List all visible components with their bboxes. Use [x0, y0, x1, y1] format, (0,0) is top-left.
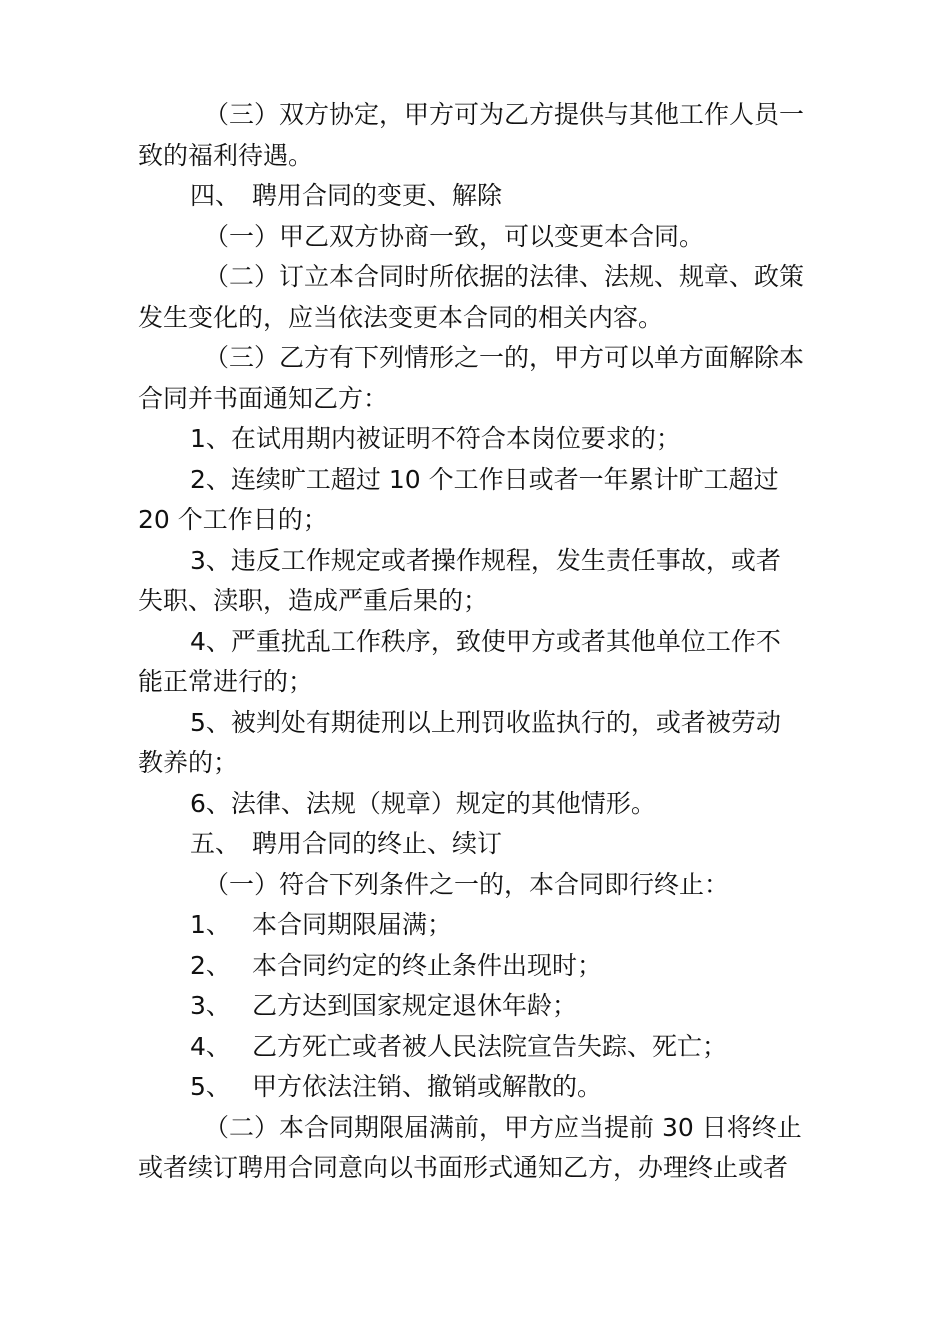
expiry-item-2	[138, 946, 828, 987]
text-line: 能正常进行的；	[138, 667, 314, 696]
item-text: 本合同期限届满；	[252, 910, 453, 939]
text-line: （三）双方协定，甲方可为乙方提供与其他工作人员一	[204, 100, 805, 129]
text-line: 失职、渎职，造成严重后果的；	[138, 586, 489, 615]
list-item-6	[138, 784, 828, 825]
text-line: 或者续订聘用合同意向以书面形式通知乙方，办理终止或者	[138, 1153, 789, 1182]
item-number: 2、	[190, 950, 231, 980]
paragraph-expiry-conditions	[138, 865, 828, 906]
paragraph-change-agree	[138, 217, 828, 258]
expiry-item-4	[138, 1027, 828, 1068]
expiry-item-5	[138, 1067, 828, 1108]
paragraph-welfare	[138, 95, 828, 176]
document-body	[138, 95, 828, 1189]
text-line: （二）本合同期限届满前，甲方应当提前 30 日将终止	[204, 1112, 802, 1142]
section-title: 聘用合同的变更、解除	[252, 181, 503, 210]
text-line: 致的福利待遇。	[138, 140, 314, 170]
expiry-item-1	[138, 905, 828, 946]
section-number: 四、	[190, 181, 241, 210]
text-line: 1、在试用期内被证明不符合本岗位要求的；	[190, 424, 681, 453]
paragraph-renewal-notice	[138, 1108, 828, 1189]
text-line: 5、被判处有期徒刑以上刑罚收监执行的，或者被劳动	[190, 707, 781, 737]
paragraph-change-law	[138, 257, 828, 338]
text-line: 6、法律、法规（规章）规定的其他情形。	[190, 788, 656, 818]
list-item-5	[138, 703, 828, 784]
paragraph-termination-conditions	[138, 338, 828, 419]
section-title: 聘用合同的终止、续订	[252, 829, 503, 858]
item-text: 乙方死亡或者被人民法院宣告失踪、死亡；	[252, 1031, 728, 1061]
text-line: （一）符合下列条件之一的，本合同即行终止：	[204, 869, 730, 899]
text-line: （一）甲乙双方协商一致，可以变更本合同。	[204, 221, 705, 251]
item-text: 乙方达到国家规定退休年龄；	[252, 991, 578, 1020]
text-line: 2、连续旷工超过 10 个工作日或者一年累计旷工超过	[190, 464, 779, 494]
expiry-item-3	[138, 986, 828, 1027]
item-number: 1、	[190, 910, 231, 939]
section-heading-4	[138, 176, 828, 217]
item-text: 本合同约定的终止条件出现时；	[252, 950, 603, 980]
section-heading-5	[138, 824, 828, 865]
list-item-4	[138, 622, 828, 703]
text-line: 教养的；	[138, 748, 239, 777]
text-line: 20 个工作日的；	[138, 505, 328, 534]
text-line: （三）乙方有下列情形之一的，甲方可以单方面解除本	[204, 343, 805, 372]
section-number: 五、	[190, 829, 241, 858]
text-line: 发生变化的，应当依法变更本合同的相关内容。	[138, 302, 664, 332]
item-number: 3、	[190, 991, 231, 1020]
item-number: 4、	[190, 1031, 231, 1061]
list-item-3	[138, 541, 828, 622]
text-line: （二）订立本合同时所依据的法律、法规、规章、政策	[204, 262, 805, 291]
list-item-2	[138, 460, 828, 541]
item-text: 甲方依法注销、撤销或解散的。	[252, 1072, 603, 1101]
list-item-1	[138, 419, 828, 460]
item-number: 5、	[190, 1072, 231, 1101]
text-line: 合同并书面通知乙方：	[138, 383, 389, 413]
text-line: 4、严重扰乱工作秩序，致使甲方或者其他单位工作不	[190, 626, 781, 656]
text-line: 3、违反工作规定或者操作规程，发生责任事故，或者	[190, 545, 781, 575]
